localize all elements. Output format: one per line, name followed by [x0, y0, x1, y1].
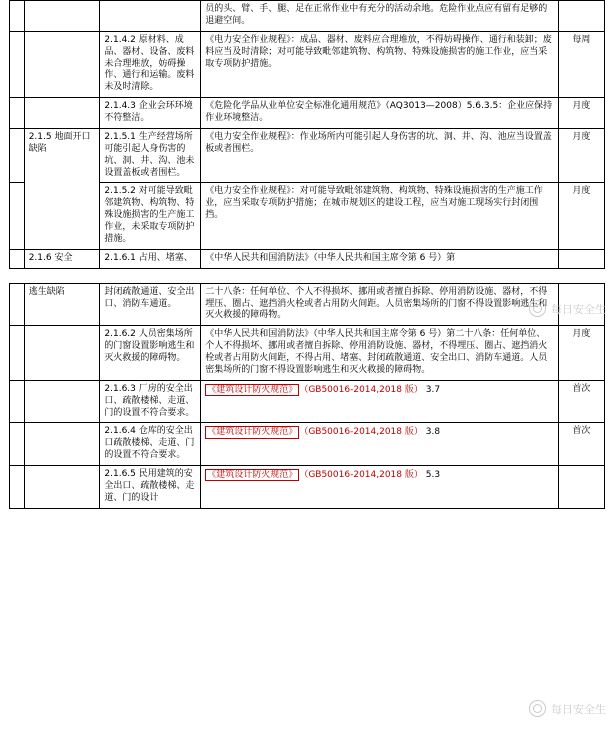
watermark-text: 每日安全生: [551, 702, 606, 716]
cell-col5: [558, 249, 604, 268]
cell-col2: [24, 98, 100, 129]
cell-col1: [10, 380, 25, 423]
clause-number: 5.3: [425, 470, 441, 480]
cell-col5: 月度: [558, 98, 604, 129]
cell-col3: 2.1.5.1 生产经营场所可能引起人身伤害的坑、洞、井、沟、池未设置盖板或者围栏。: [100, 128, 201, 183]
table-row: [10, 249, 605, 268]
table-row: [10, 423, 605, 466]
watermark-bottom: [529, 700, 606, 717]
cell-col3: 2.1.4.2 原材料、成品、器材、设备、废料未合理堆放，妨碍操作、通行和运输。废料未及时清除。: [100, 31, 201, 97]
cell-col1: [10, 98, 25, 129]
standard-code: （GB50016-2014,2018 版）: [299, 427, 423, 438]
table-row: [10, 466, 605, 509]
cell-col3: [100, 1, 201, 32]
cell-col4: [201, 380, 558, 423]
cell-col4: 《电力安全作业规程》：对可能导致毗邻建筑物、构筑物、特殊设施损害的生产施工作业，应当采取专项防护措施；在城市规划区的建设工程，应当对施工现场实行封闭围挡。: [201, 183, 558, 249]
page-break-gap: [0, 269, 614, 283]
cell-col1: [10, 128, 25, 183]
cell-col5: 月度: [558, 183, 604, 249]
cell-col2: 2.1.6 安全: [24, 249, 100, 268]
cell-col3: 2.1.6.3 厂房的安全出口、疏散楼梯、走道、门的设置不符合要求。: [100, 380, 201, 423]
cell-col2: 2.1.5 地面开口缺陷: [24, 128, 100, 249]
cell-col4: 员的头、臂、手、腿、足在正常作业中有充分的活动余地。危险作业点应有留有足够的退避空间。: [201, 1, 558, 32]
cell-col4: 《危险化学品从业单位安全标准化通用规范》（AQ3013—2008）5.6.3.5：企业应保持作业环境整洁。: [201, 98, 558, 129]
cell-col4: 《电力安全作业规程》：作业场所内可能引起人身伤害的坑、洞、井、沟、池应当设置盖板或者围栏。: [201, 128, 558, 183]
cell-col3: 封闭疏散通道、安全出口、消防车通道。: [100, 283, 201, 326]
cell-col3: 2.1.4.3 企业会环环境不符整洁。: [100, 98, 201, 129]
standard-name-boxed: 《建筑设计防火规范》: [207, 384, 298, 395]
cell-col5: [558, 1, 604, 32]
cell-col5: [558, 283, 604, 326]
cell-col2: [24, 31, 100, 97]
cell-col4: 二十八条：任何单位、个人不得损坏、挪用或者擅自拆除、停用消防设施、器材，不得埋压、圈占、遮挡消火栓或者占用防火间距。人员密集场所的门窗不得设置影响逃生和灭火救援的障碍物。: [201, 283, 558, 326]
cell-col1: [10, 31, 25, 97]
standard-name-boxed: 《建筑设计防火规范》: [207, 427, 298, 438]
table-row: [10, 128, 605, 183]
cell-col2: [24, 466, 100, 509]
cell-col2: 逃生缺陷: [24, 283, 100, 326]
cell-col2: [24, 423, 100, 466]
cell-col1: [10, 466, 25, 509]
cell-col1: [10, 249, 25, 268]
table-row: [10, 380, 605, 423]
cell-col5: 月度: [558, 128, 604, 183]
cell-col4: 《电力安全作业规程》：成品、器材、废料应合理堆放，不得妨碍操作、通行和装卸；废料应当及时清除；对可能导致毗邻建筑物、构筑物、特殊设施损害的施工作业，应当采取专项防护措施。: [201, 31, 558, 97]
clause-number: 3.7: [425, 384, 441, 395]
cell-col5: 月度: [558, 326, 604, 381]
cell-col3: 2.1.6.2 人员密集场所的门窗设置影响逃生和灭火救援的障碍物。: [100, 326, 201, 381]
cell-col4: [201, 466, 558, 509]
cell-col1: [10, 183, 25, 249]
table-row: [10, 326, 605, 381]
cell-col2: [24, 1, 100, 32]
cell-col1: [10, 283, 25, 326]
table-row: [10, 283, 605, 326]
cell-col5: 首次: [558, 380, 604, 423]
hazard-table-bottom: [9, 283, 605, 509]
cell-col5: [558, 466, 604, 509]
standard-code: （GB50016-2014,2018 版）: [299, 384, 423, 395]
cell-col1: [10, 326, 25, 381]
watermark-text: 每日安全生: [551, 302, 606, 316]
clause-number: 3.8: [425, 427, 441, 438]
standard-name-boxed: 《建筑设计防火规范》: [207, 470, 298, 480]
cell-col3: 2.1.5.2 对可能导致毗邻建筑物、构筑物、特殊设施损害的生产施工作业，未采取专项防护措施。: [100, 183, 201, 249]
cell-col2: [24, 326, 100, 381]
table-row: [10, 98, 605, 129]
circle-logo-icon: [529, 700, 546, 717]
cell-col3: 2.1.6.1 占用、堵塞、: [100, 249, 201, 268]
standard-code: （GB50016-2014,2018 版）: [299, 470, 423, 480]
hazard-table-top: [9, 0, 605, 269]
cell-col4: 《中华人民共和国消防法》（中华人民共和国主席令第 6 号）第: [201, 249, 558, 268]
cell-col3: 2.1.6.5 民用建筑的安全出口、疏散楼梯、走道、门的设计: [100, 466, 201, 509]
table-row: [10, 31, 605, 97]
table-row: [10, 1, 605, 32]
cell-col2: [24, 380, 100, 423]
cell-col3: 2.1.6.4 仓库的安全出口疏散楼梯、走道、门的设置不符合要求。: [100, 423, 201, 466]
cell-col1: [10, 1, 25, 32]
cell-col4: [201, 423, 558, 466]
cell-col5: 每周: [558, 31, 604, 97]
cell-col4: 《中华人民共和国消防法》（中华人民共和国主席令第 6 号）第二十八条：任何单位、个人不得损坏、挪用或者擅自拆除、停用消防设施、器材，不得埋压、圈占、遮挡消火栓或者占用防火间距，不得占用、堵塞、封闭疏散通道、安全出口、消防车通道。人员密集场所的门窗不得设置影响逃生和灭火救援的障碍物。: [201, 326, 558, 381]
cell-col5: 首次: [558, 423, 604, 466]
cell-col1: [10, 423, 25, 466]
